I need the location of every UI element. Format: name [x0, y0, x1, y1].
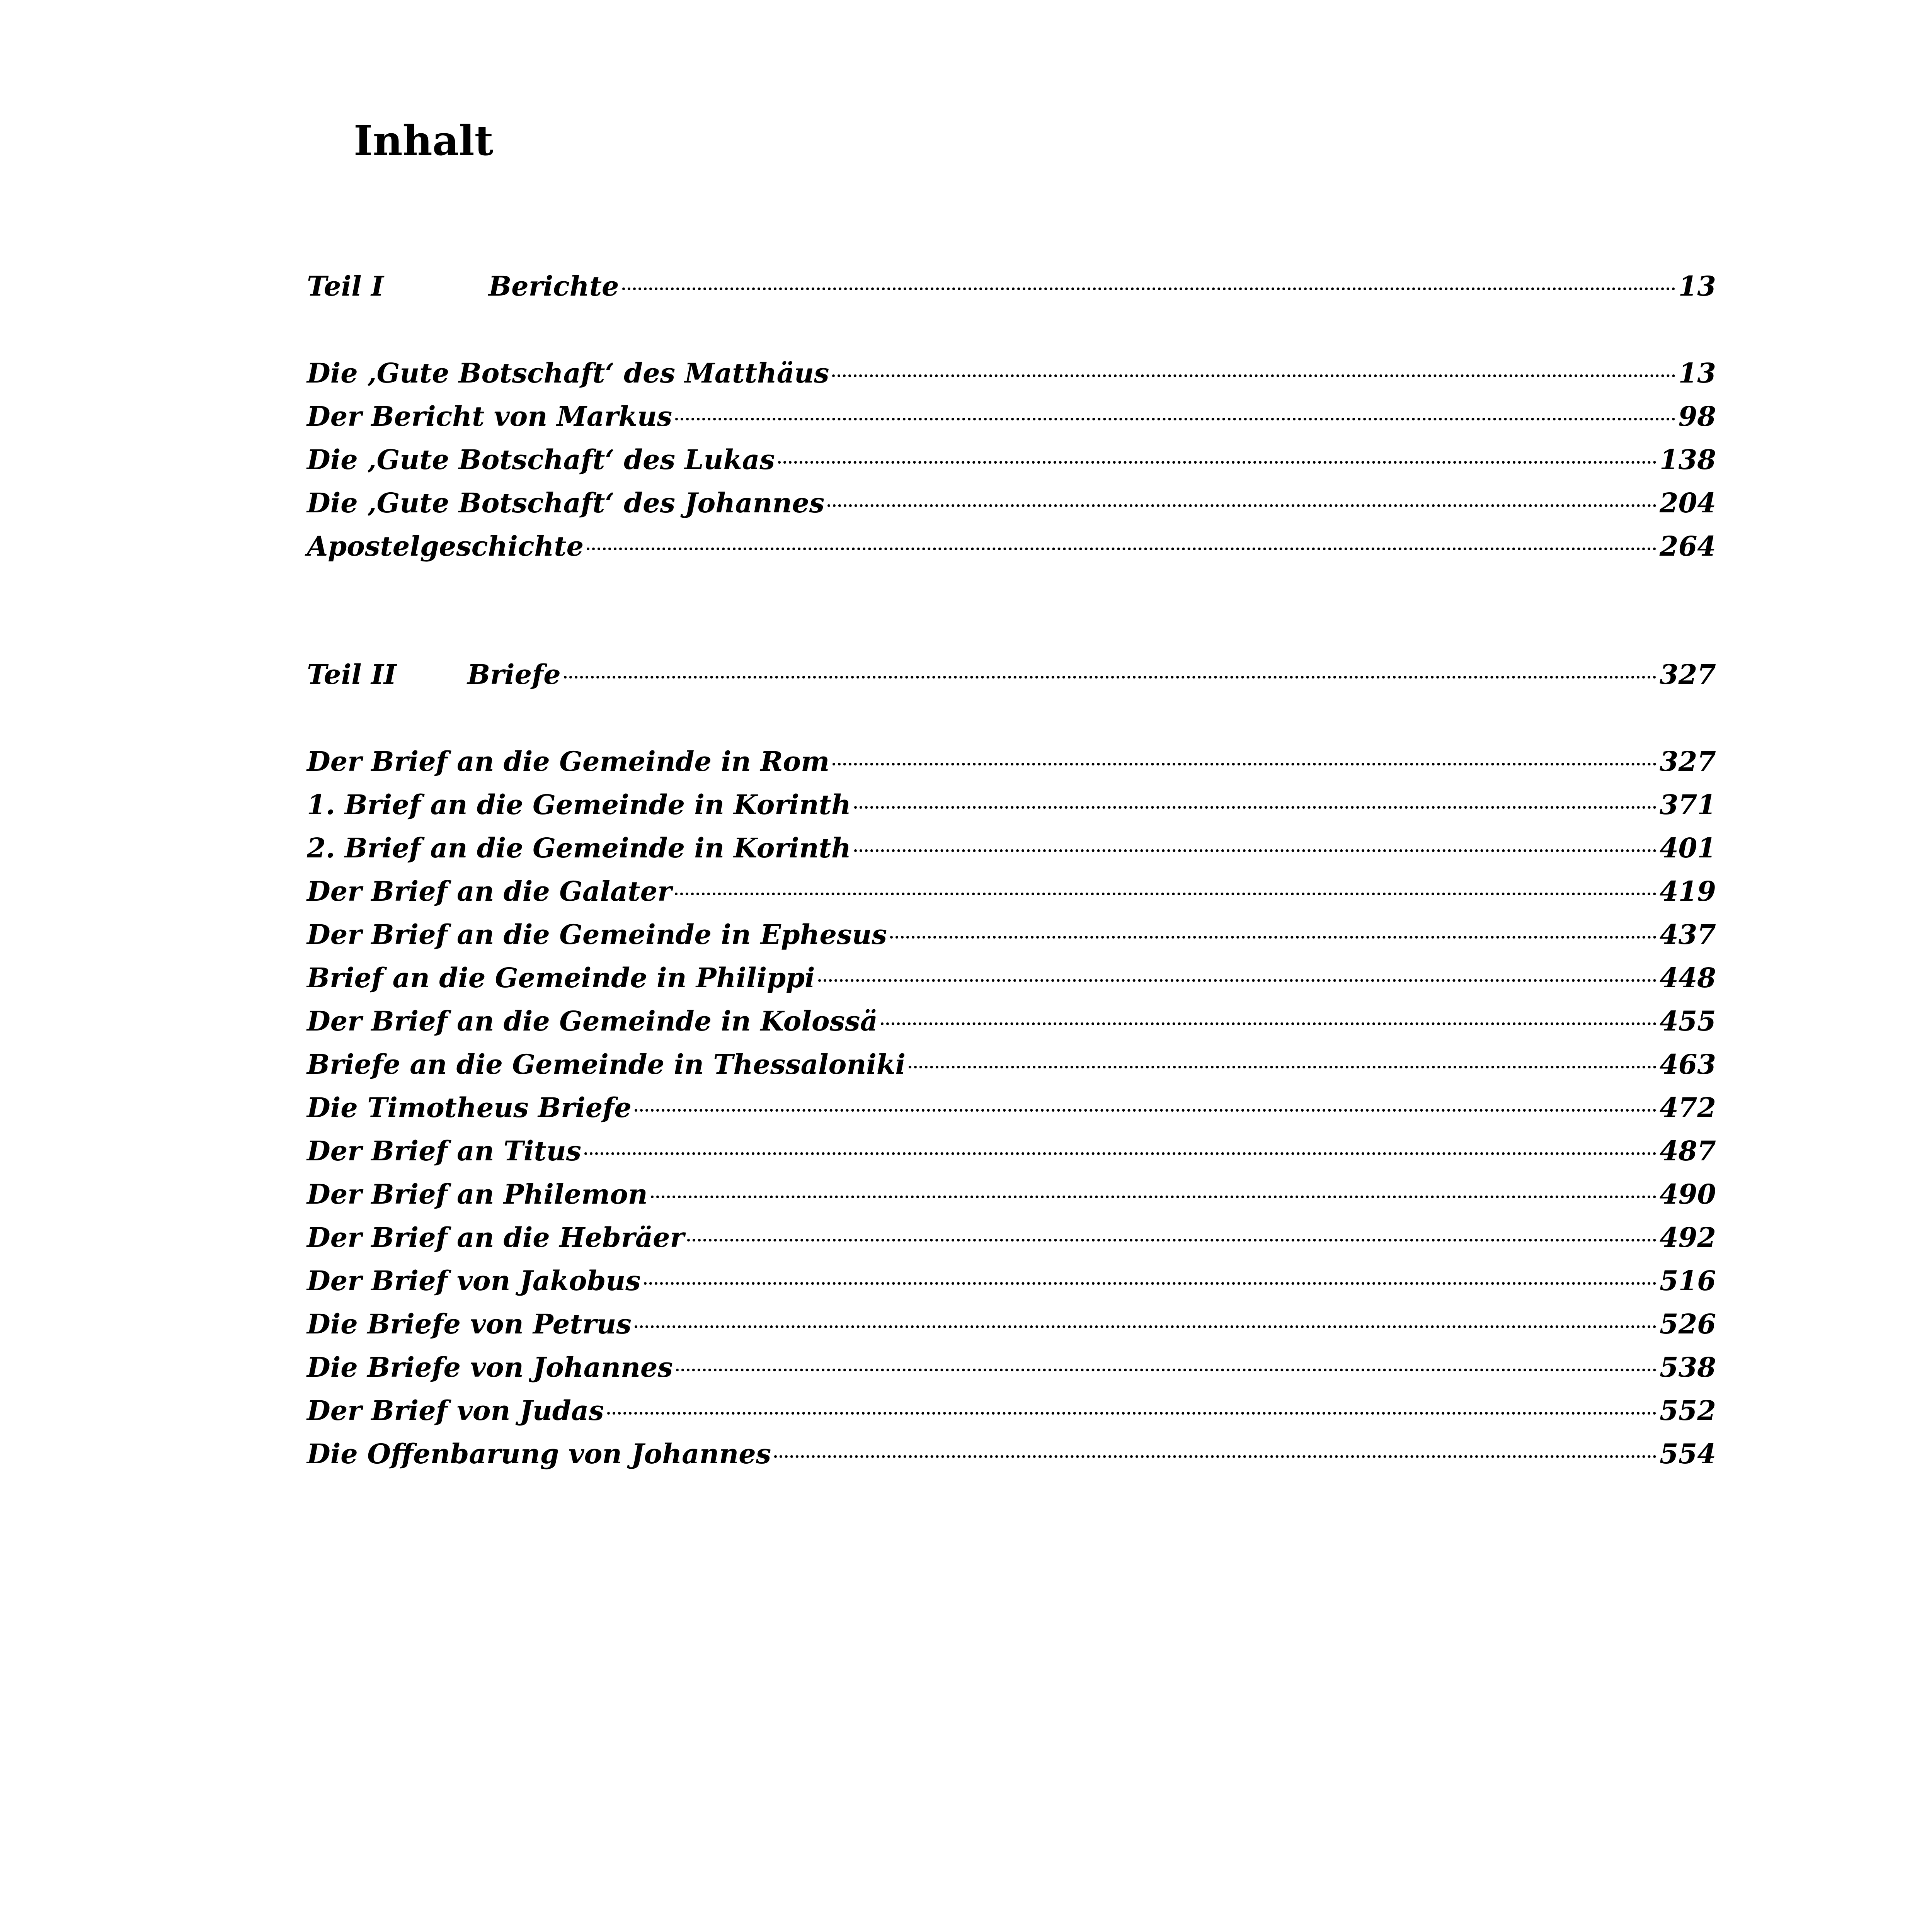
toc-entry[interactable] [307, 395, 1716, 438]
toc-entry-title: Der Brief an die Galater [307, 875, 672, 907]
toc-page-number: 490 [1659, 1178, 1716, 1210]
toc-leader-dots [854, 849, 1657, 852]
toc-entry-title: Der Bericht von Markus [307, 400, 672, 432]
toc-page-number: 13 [1678, 270, 1716, 302]
toc-entry[interactable] [307, 1216, 1716, 1259]
toc-part-1-header [307, 265, 1716, 308]
toc-leader-dots [827, 504, 1657, 507]
toc-part-1-list [307, 352, 1716, 568]
toc-entry[interactable] [307, 525, 1716, 568]
toc-page-number: 538 [1659, 1351, 1716, 1383]
toc-leader-dots [687, 1239, 1656, 1242]
toc-entry[interactable] [307, 438, 1716, 481]
toc-entry[interactable] [307, 352, 1716, 395]
toc-part-2-list [307, 740, 1716, 1476]
toc-entry-title: 2. Brief an die Gemeinde in Korinth [307, 832, 851, 864]
toc-leader-dots [607, 1412, 1657, 1415]
toc-entry-title: Der Brief von Judas [307, 1395, 604, 1427]
toc-entry-title: Der Brief an die Gemeinde in Ephesus [307, 918, 887, 951]
toc-page-number: 492 [1659, 1221, 1716, 1253]
toc-page-number: 487 [1659, 1135, 1716, 1167]
toc-leader-dots [909, 1066, 1657, 1068]
toc-entry[interactable] [307, 783, 1716, 827]
toc-entry-title: Der Brief an Titus [307, 1135, 582, 1167]
toc-page-number: 138 [1659, 444, 1716, 476]
toc-entry[interactable] [307, 870, 1716, 913]
toc-page-number: 455 [1659, 1005, 1716, 1037]
toc-page-number: 463 [1659, 1048, 1716, 1080]
toc-page-number: 264 [1659, 530, 1716, 562]
toc-part-2-header [307, 653, 1716, 696]
toc-leader-dots [890, 936, 1657, 939]
toc-leader-dots [675, 418, 1675, 420]
toc-entry[interactable] [307, 481, 1716, 525]
toc-page-number: 401 [1659, 832, 1716, 864]
toc-part-title: Briefe [467, 658, 561, 690]
toc-entry[interactable] [307, 956, 1716, 1000]
toc-entry[interactable] [307, 827, 1716, 870]
toc-leader-dots [587, 548, 1657, 550]
toc-leader-dots [564, 676, 1657, 679]
toc-part-number: Teil II [307, 658, 397, 690]
toc-part-label [307, 653, 561, 696]
toc-entry[interactable] [307, 1129, 1716, 1173]
toc-leader-dots [651, 1196, 1657, 1198]
toc-entry-title: Briefe an die Gemeinde in Thessaloniki [307, 1048, 906, 1080]
toc-entry-title: Der Brief von Jakobus [307, 1265, 641, 1297]
toc-entry-title: Die Timotheus Briefe [307, 1092, 632, 1124]
toc-entry-title: Die Briefe von Petrus [307, 1308, 632, 1340]
toc-entry-title: Apostelgeschichte [307, 530, 584, 562]
toc-entry-title: 1. Brief an die Gemeinde in Korinth [307, 789, 851, 821]
toc-part-heading[interactable] [307, 265, 1716, 308]
toc-page-number: 327 [1659, 658, 1716, 690]
toc-leader-dots [635, 1325, 1657, 1328]
toc-part-title: Berichte [489, 270, 619, 302]
toc-entry-title: Die ‚Gute Botschaft‘ des Johannes [307, 487, 825, 519]
toc-page-number: 13 [1678, 357, 1716, 389]
toc-entry-title: Der Brief an die Hebräer [307, 1221, 684, 1253]
toc-entry[interactable] [307, 1432, 1716, 1476]
toc-leader-dots [778, 461, 1657, 464]
toc-page-number: 204 [1659, 487, 1716, 519]
toc-entry[interactable] [307, 913, 1716, 956]
toc-leader-dots [818, 979, 1657, 982]
toc-entry[interactable] [307, 740, 1716, 783]
toc-entry-title: Die Briefe von Johannes [307, 1351, 673, 1383]
toc-page-number: 472 [1659, 1092, 1716, 1124]
toc-entry-title: Der Brief an Philemon [307, 1178, 648, 1210]
toc-leader-dots [622, 287, 1675, 290]
toc-page-number: 419 [1659, 875, 1716, 907]
toc-leader-dots [833, 763, 1657, 765]
toc-entry[interactable] [307, 1086, 1716, 1129]
toc-leader-dots [854, 806, 1657, 809]
toc-page-number: 552 [1659, 1395, 1716, 1427]
toc-page-number: 448 [1659, 962, 1716, 994]
toc-page-number: 526 [1659, 1308, 1716, 1340]
toc-page-number: 554 [1659, 1438, 1716, 1470]
toc-entry[interactable] [307, 1303, 1716, 1346]
toc-entry-title: Die ‚Gute Botschaft‘ des Lukas [307, 444, 775, 476]
toc-entry-title: Die ‚Gute Botschaft‘ des Matthäus [307, 357, 829, 389]
toc-entry-title: Der Brief an die Gemeinde in Rom [307, 745, 830, 777]
toc-entry[interactable] [307, 1043, 1716, 1086]
toc-entry[interactable] [307, 1173, 1716, 1216]
toc-leader-dots [676, 1369, 1657, 1371]
toc-page-number: 516 [1659, 1265, 1716, 1297]
toc-part-label [307, 265, 619, 308]
toc-page-number: 98 [1678, 400, 1716, 432]
toc-entry[interactable] [307, 1346, 1716, 1389]
toc-leader-dots [584, 1152, 1657, 1155]
toc-entry[interactable] [307, 1389, 1716, 1432]
toc-leader-dots [774, 1455, 1657, 1458]
toc-leader-dots [675, 893, 1657, 895]
toc-entry[interactable] [307, 1000, 1716, 1043]
toc-part-number: Teil I [307, 270, 384, 302]
toc-page-number: 437 [1659, 918, 1716, 951]
toc-entry-title: Die Offenbarung von Johannes [307, 1438, 771, 1470]
toc-entry-title: Brief an die Gemeinde in Philippi [307, 962, 815, 994]
toc-leader-dots [644, 1282, 1657, 1285]
toc-page-number: 327 [1659, 745, 1716, 777]
page-title: Inhalt [354, 116, 494, 165]
toc-part-heading[interactable] [307, 653, 1716, 696]
toc-leader-dots [832, 374, 1675, 377]
toc-leader-dots [635, 1109, 1657, 1112]
toc-leader-dots [881, 1022, 1657, 1025]
toc-page-number: 371 [1659, 789, 1716, 821]
toc-entry[interactable] [307, 1259, 1716, 1303]
toc-entry-title: Der Brief an die Gemeinde in Kolossä [307, 1005, 878, 1037]
